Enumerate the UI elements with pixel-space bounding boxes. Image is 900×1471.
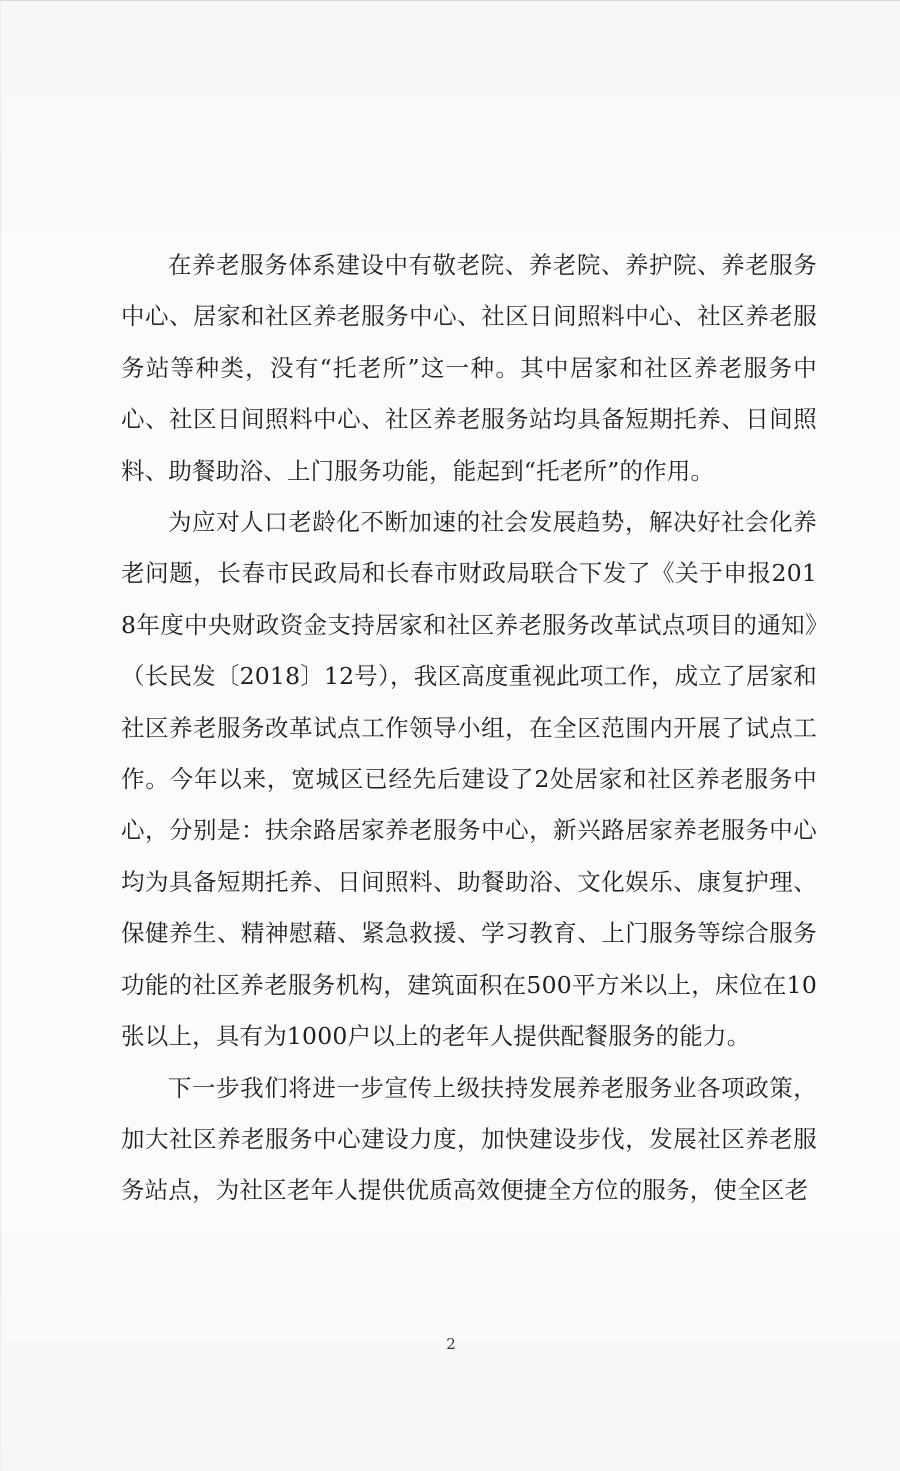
paragraph-elderly-service-types: 在养老服务体系建设中有敬老院、养老院、养护院、养老服务中心、居家和社区养老服务中心、社区日间照料中心、社区养老服务站等种类，没有“托老所”这一种。其中居家和社区养老服务中心、社区日间照料中心、社区养老服务站均具备短期托养、日间照料、助餐助浴、上门服务功能，能起到“托老所”的作用。 [121, 251, 817, 485]
document-body [121, 240, 817, 1217]
page-number: 2 [446, 1335, 456, 1353]
paragraph-pilot-program: 为应对人口老龄化不断加速的社会发展趋势，解决好社会化养老问题，长春市民政局和长春市财政局联合下发了《关于申报2018年度中央财政资金支持居家和社区养老服务改革试点项目的通知》（长民发〔2018〕12号），我区高度重视此项工作，成立了居家和社区养老服务改革试点工作领导小组，在全区范围内开展了试点工作。今年以来，宽城区已经先后建设了2处居家和社区养老服务中心，分别是：扶余路居家养老服务中心，新兴路居家养老服务中心均为具备短期托养、日间照料、助餐助浴、文化娱乐、康复护理、保健养生、精神慰藉、紧急救援、学习教育、上门服务等综合服务功能的社区养老服务机构，建筑面积在500平方米以上，床位在10张以上，具有为1000户以上的老年人提供配餐服务的能力。 [121, 508, 817, 1051]
paragraph-next-steps: 下一步我们将进一步宣传上级扶持发展养老服务业各项政策，加大社区养老服务中心建设力度，加快建设步伐，发展社区养老服务站点，为社区老年人提供优质高效便捷全方位的服务，使全区老 [121, 1073, 817, 1205]
